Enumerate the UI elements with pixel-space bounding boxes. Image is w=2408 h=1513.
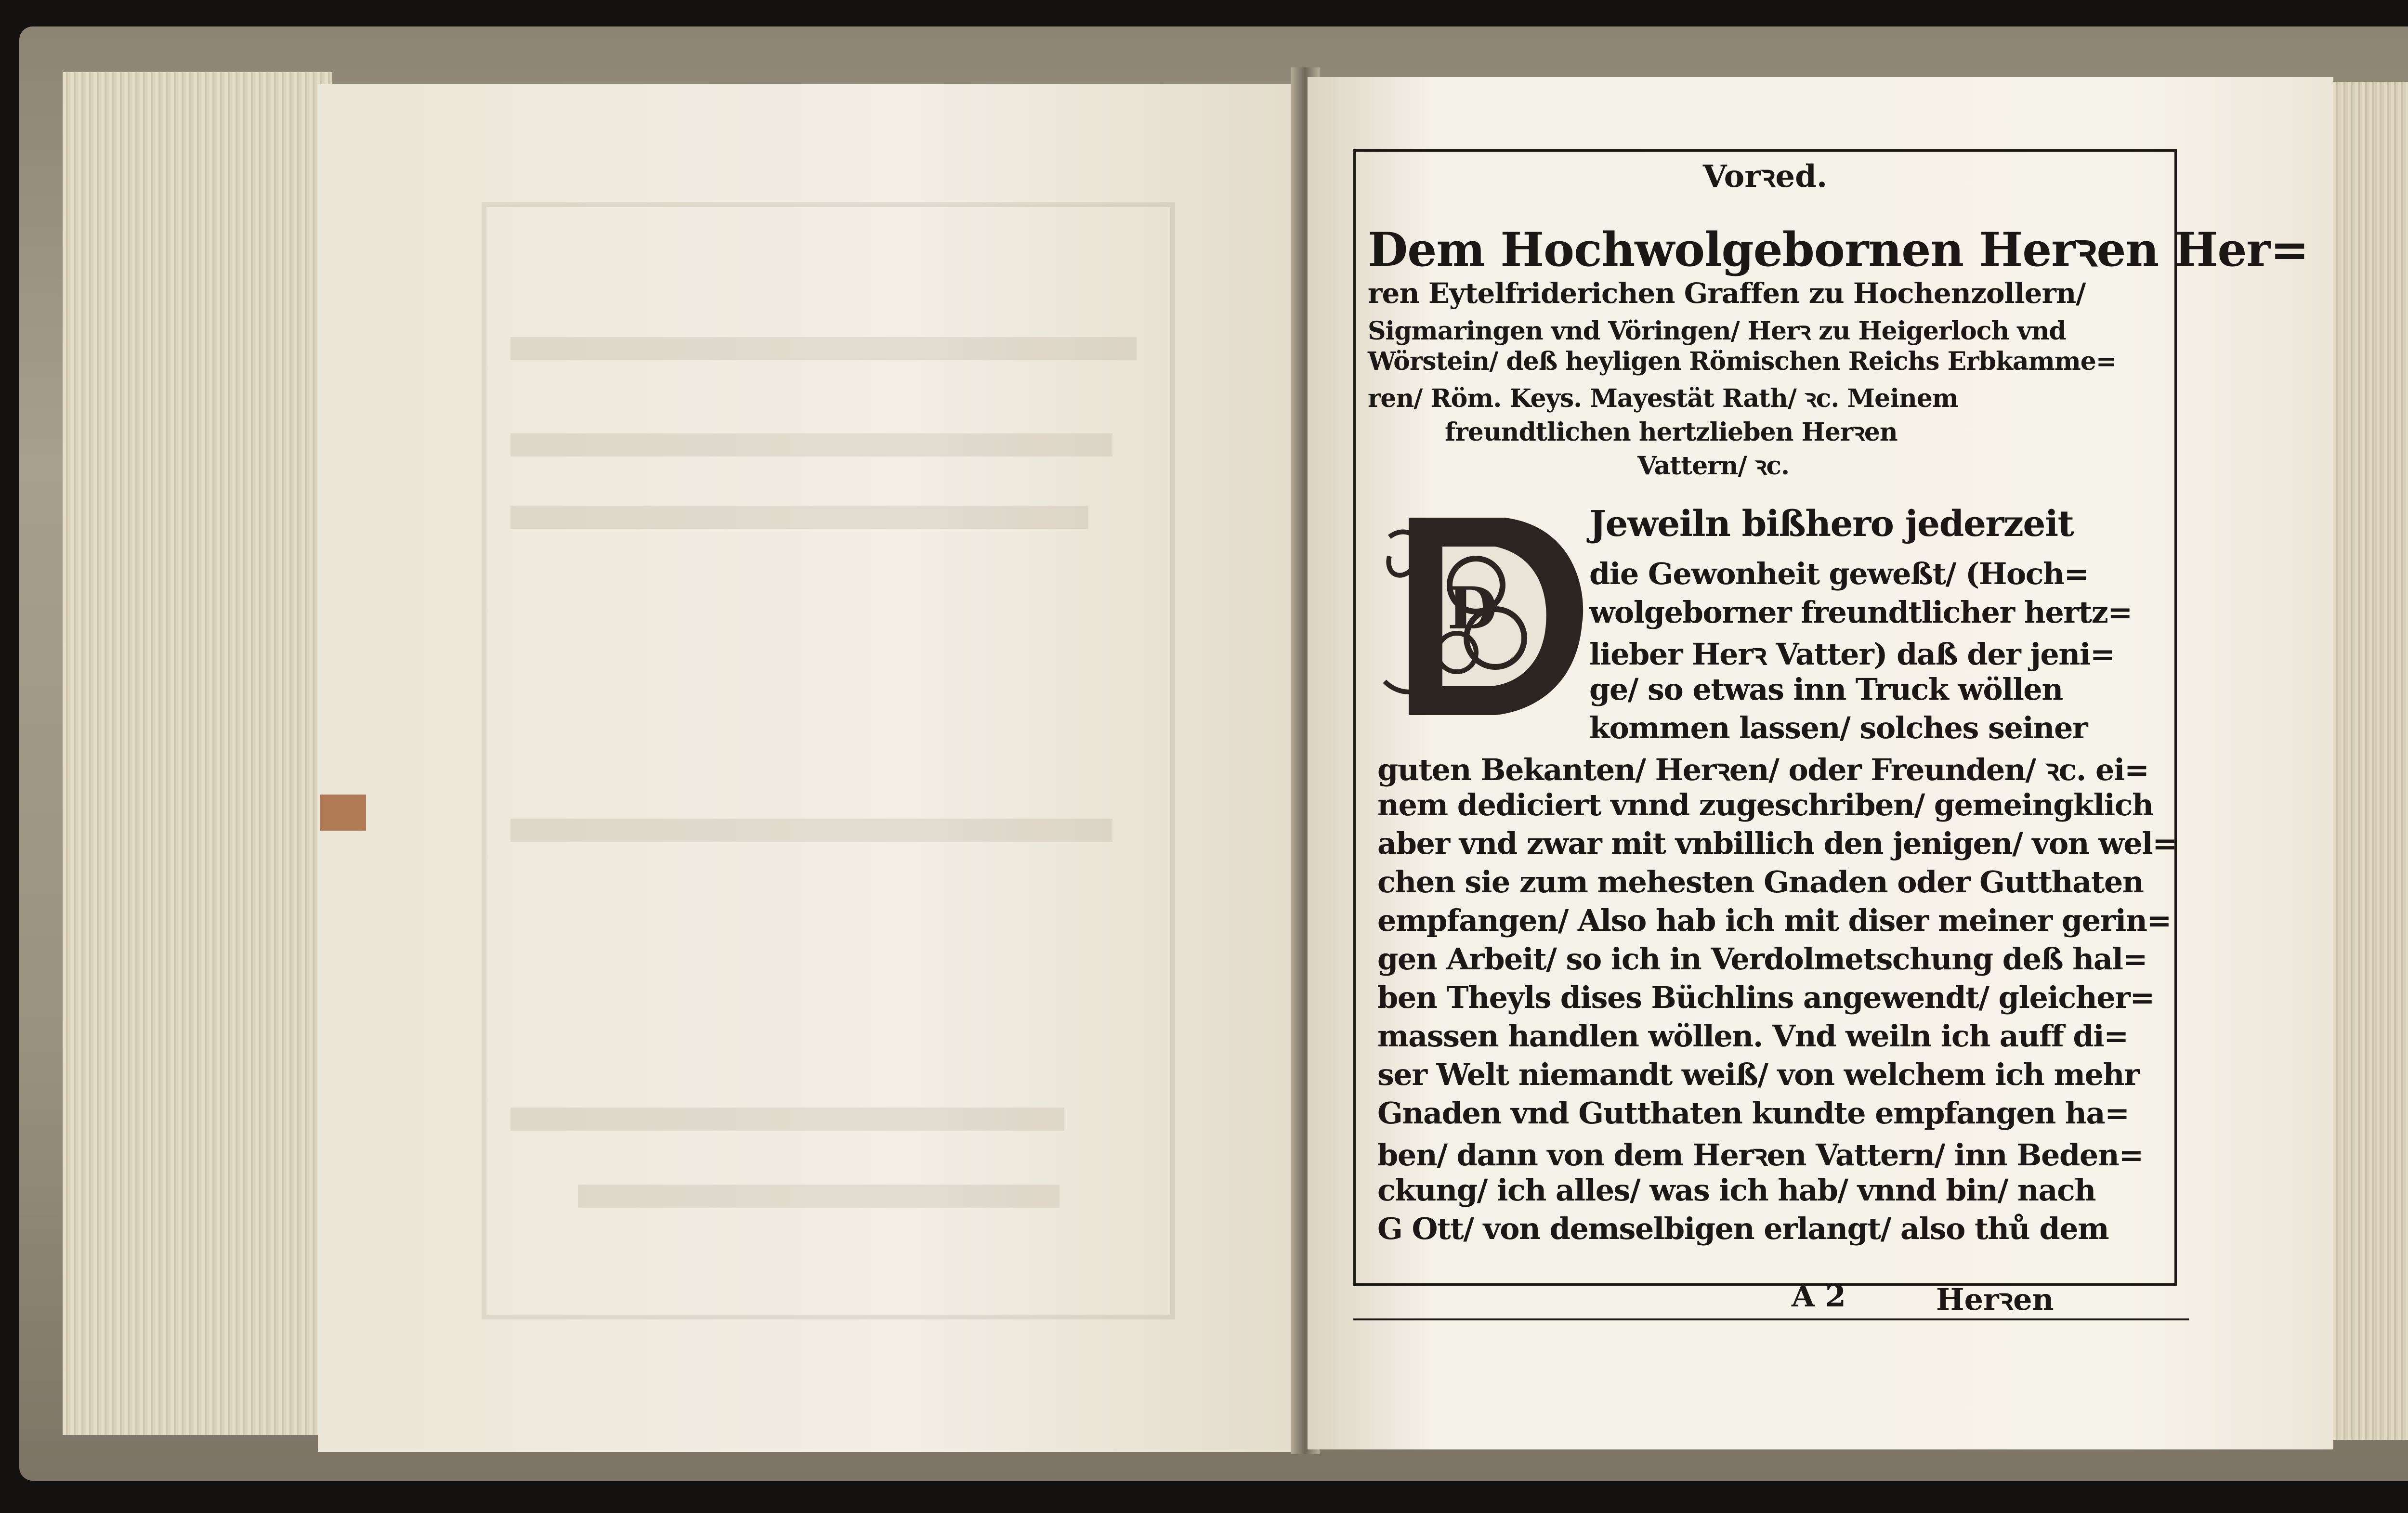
body-line: ckung/ ich alles/ was ich hab/ vnnd bin/ nach xyxy=(1377,1173,2096,1208)
bleed-through-text xyxy=(510,506,1088,529)
catchword: Herꝛen xyxy=(1936,1282,2054,1317)
body-line: massen handlen wöllen. Vnd weiln ich auff di= xyxy=(1377,1018,2128,1054)
body-line: empfangen/ Also hab ich mit diser meiner gerin= xyxy=(1377,903,2171,938)
body-line: ser Welt niemandt weiß/ von welchem ich mehr xyxy=(1377,1057,2139,1092)
body-line: nem dediciert vnnd zugeschriben/ gemeingklich xyxy=(1377,787,2153,822)
body-line: die Gewonheit geweßt/ (Hoch= xyxy=(1589,556,2089,591)
page-tab-marker xyxy=(320,795,366,831)
bleed-through-text xyxy=(510,433,1112,457)
dedication-line: freundtlichen hertzlieben Herꝛen xyxy=(1445,417,1898,447)
body-line: G Ott/ von demselbigen erlangt/ also thů dem xyxy=(1377,1211,2109,1246)
body-line: aber vnd zwar mit vnbillich den jenigen/ von wel= xyxy=(1377,826,2177,861)
body-line: gen Arbeit/ so ich in Verdolmetschung deß hal= xyxy=(1377,941,2147,977)
dedication-line: ren/ Röm. Keys. Mayestät Rath/ ꝛc. Meinem xyxy=(1368,384,1958,413)
body-line: Jeweiln bißhero jederzeit xyxy=(1589,503,2074,545)
dedication-line: Wörstein/ deß heyligen Römischen Reichs Erbkamme= xyxy=(1368,347,2117,376)
body-line: ben Theyls dises Büchlins angewendt/ gleicher= xyxy=(1377,980,2154,1015)
body-line: kommen lassen/ solches seiner xyxy=(1589,710,2088,745)
body-line: wolgeborner freundtlicher hertz= xyxy=(1589,595,2132,630)
bleed-through-text xyxy=(578,1185,1060,1208)
bleed-through-text xyxy=(510,819,1112,842)
running-head: Vorꝛed. xyxy=(1702,158,1828,195)
body-line: lieber Herꝛ Vatter) daß der jeni= xyxy=(1589,637,2115,672)
initial-letter: D xyxy=(1447,574,1498,642)
left-page-edges xyxy=(63,72,332,1435)
body-line: guten Bekanten/ Herꝛen/ oder Freunden/ ꝛc. ei= xyxy=(1377,752,2149,787)
bleed-through-text xyxy=(510,337,1137,360)
dedication-line: Vattern/ ꝛc. xyxy=(1637,451,1790,481)
signature-mark: A 2 xyxy=(1792,1278,1846,1314)
body-line: Gnaden vnd Gutthaten kundte empfangen ha= xyxy=(1377,1096,2129,1131)
bleed-through-text xyxy=(510,1108,1064,1131)
dedication-line: ren Eytelfriderichen Graffen zu Hochenzollern/ xyxy=(1368,277,2086,310)
decorated-initial xyxy=(1375,498,1587,720)
bleed-through-frame xyxy=(482,202,1175,1319)
body-line: ge/ so etwas inn Truck wöllen xyxy=(1589,672,2063,707)
body-line: chen sie zum mehesten Gnaden oder Gutthaten xyxy=(1377,864,2144,900)
printed-rule xyxy=(1353,1318,2189,1320)
body-line: ben/ dann von dem Herꝛen Vattern/ inn Beden= xyxy=(1377,1137,2143,1173)
dedication-line: Dem Hochwolgebornen Herꝛen Her= xyxy=(1368,222,2309,277)
dedication-line: Sigmaringen vnd Vöringen/ Herꝛ zu Heigerloch vnd xyxy=(1368,316,2066,346)
